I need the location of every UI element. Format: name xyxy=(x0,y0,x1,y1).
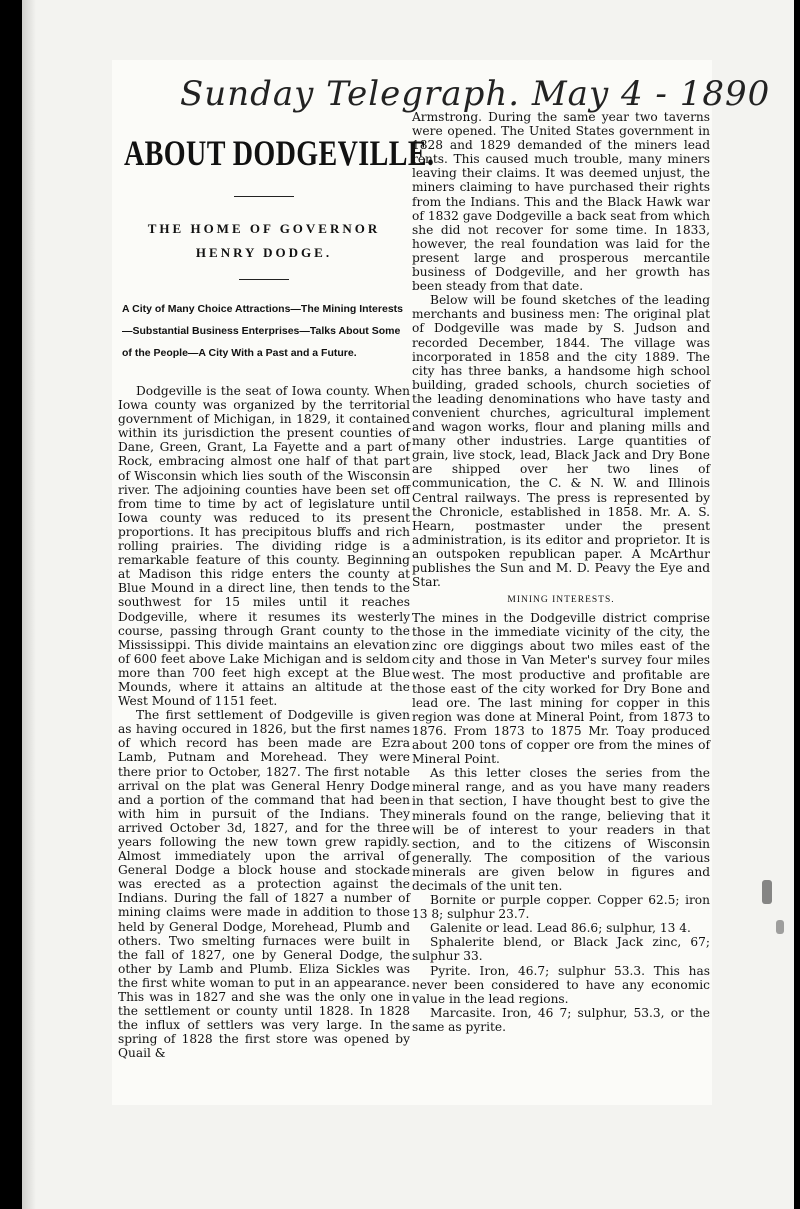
left-column-body xyxy=(118,384,410,1061)
paragraph: As this letter closes the series from the mineral range, and as you have many readers in that section, I have thought best to give the minerals found on the range, believing that it will be of interest to your readers in that section, and to the citizens of Wisconsin generally. The composition of the various minerals are given below in figures and decimals of the unit ten. xyxy=(412,766,710,893)
paragraph: Below will be found sketches of the leading merchants and business men: The original plat of Dodgeville was made by S. Judson and recorded December, 1844. The village was incorporated in 1858 and the city 1889. The city has three banks, a handsome high school building, graded schools, church societies of the leading denominations who have tasty and convenient churches, agricultural implement and wagon works, flour and planing mills and many other industries. Large quantities of grain, live stock, lead, Black Jack and Dry Bone are shipped over her two lines of communication, the C. & N. W. and Illinois Central railways. The press is represented by the Chronicle, established in 1858. Mr. A. S. Hearn, postmaster under the present administration, is its editor and proprietor. It is an outspoken republican paper. A McArthur publishes the Sun and M. D. Peavy the Eye and Star. xyxy=(412,293,710,590)
headline-divider xyxy=(234,196,294,197)
paragraph: Dodgeville is the seat of Iowa county. When Iowa county was organized by the territorial government of Michigan, in 1829, it contained within its jurisdiction the present counties of Dane, Green, Grant, La Fayette and a part of Rock, embracing almost one half of that part of Wisconsin which lies south of the Wisconsin river. The adjoining counties have been set off from time to time by act of legislature until Iowa county was reduced to its present proportions. It has precipitous bluffs and rich rolling prairies. The dividing ridge is a remarkable feature of this county. Beginning at Madison this ridge enters the county at Blue Mound in a direct line, then tends to the southwest for 15 miles until it reaches Dodgeville, where it resumes its westerly course, passing through Grant county to the Mississippi. This divide maintains an elevation of 600 feet above Lake Michigan and is seldom more than 700 feet high except at the Blue Mounds, where it attains an altitude at the West Mound of 1151 feet. xyxy=(118,384,410,709)
article-left-column xyxy=(118,118,435,1061)
paragraph: Galenite or lead. Lead 86.6; sulphur, 13 4. xyxy=(430,921,691,936)
paragraph: Armstrong. During the same year two taverns were opened. The United States government in 1828 and 1829 demanded of the miners lead rents. This caused much trouble, many miners leaving their claims. It was deemed unjust, the miners claiming to have purchased their rights from the Indians. This and the Black Hawk war of 1832 gave Dodgeville a back seat from which she did not recover for some time. In 1833, however, the real foundation was laid for the present large and prosperous mercantile business of Dodgeville, and her growth has been steady from that date. xyxy=(412,110,710,294)
paragraph: The first settlement of Dodgeville is given as having occured in 1826, but the first names of which record has been made are Ezra Lamb, Putnam and Morehead. They were there prior to October, 1827. The first notable arrival on the plat was General Henry Dodge and a portion of the command that had been with him in pursuit of the Indians. They arrived October 3d, 1827, and for the three years following the new town grew rapidly. Almost immediately upon the arrival of General Dodge a block house and stockade was erected as a protection against the Indians. During the fall of 1827 a number of mining claims were made in addition to those held by General Dodge, Morehead, Plumb and others. Two smelting furnaces were built in the fall of 1827, one by General Dodge, the other by Lamb and Plumb. Eliza Sickles was the first white woman to put in an appearance. This was in 1827 and she was the only one in the settlement or county until 1828. In 1828 the influx of settlers was very large. In the spring of 1828 the first store was opened by Quail & xyxy=(118,708,410,1061)
ink-smudge xyxy=(776,920,784,934)
paragraph: Bornite or purple copper. Copper 62.5; iron 13 8; sulphur 23.7. xyxy=(412,893,710,922)
paragraph: Pyrite. Iron, 46.7; sulphur 53.3. This has never been considered to have any economic value in the lead regions. xyxy=(412,963,710,1006)
paragraph: Sphalerite blend, or Black Jack zinc, 67; sulphur 33. xyxy=(412,935,710,964)
handwritten-note-text: Sunday Telegraph. May 4 - 1890 xyxy=(180,74,771,114)
mining-section-body xyxy=(412,611,710,1034)
right-column-body xyxy=(412,110,710,589)
ink-smudge xyxy=(762,880,772,904)
article-subhead-line2: HENRY DODGE. xyxy=(195,245,333,260)
paragraph: The mines in the Dodgeville district comprise those in the immediate vicinity of the city, the zinc ore diggings about two miles east of the city and those in Van Meter's survey four miles west. The most productive and profitable are those east of the city worked for Dry Bone and lead ore. The last mining for copper in this region was done at Mineral Point, from 1873 to 1876. From 1873 to 1875 Mr. Toay produced about 200 tons of copper ore from the mines of Mineral Point. xyxy=(412,611,710,767)
subhead-divider xyxy=(239,279,289,280)
paragraph: Marcasite. Iron, 46 7; sulphur, 53.3, or the same as pyrite. xyxy=(412,1005,710,1034)
section-heading: MINING INTERESTS. xyxy=(507,595,615,606)
article-subhead-line1: THE HOME OF GOVERNOR xyxy=(147,221,381,236)
article-deck: A City of Many Choice Attractions—The Mining Interests—Substantial Business Enterprises—Talks About Some of the People—A City With a Past and a Future. xyxy=(122,303,403,359)
page-fold-shadow xyxy=(22,0,36,1209)
article-headline: ABOUT DODGEVILLE. xyxy=(124,133,435,173)
article-right-column xyxy=(412,110,710,1034)
